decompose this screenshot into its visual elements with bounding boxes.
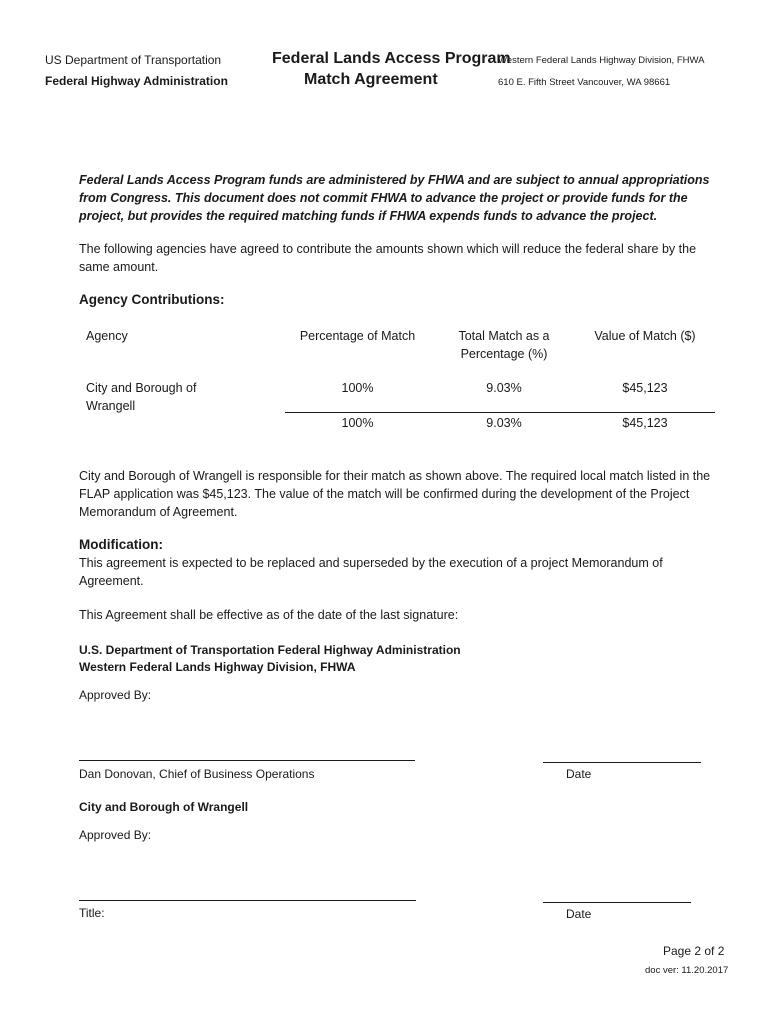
row-total-match-percentage: 9.03% (486, 381, 522, 395)
header-left-line1: US Department of Transportation (45, 53, 222, 67)
city-date-line (543, 902, 691, 903)
header-right-line2: 610 E. Fifth Street Vancouver, WA 98661 (498, 77, 671, 88)
column-header-total-match-percentage: Total Match as a Percentage (%) (458, 329, 550, 361)
document-title-line1: Federal Lands Access Program (272, 50, 511, 67)
total-match-percentage: 9.03% (486, 416, 522, 430)
row-value-of-match: $45,123 (622, 381, 668, 395)
agreement-paragraph: The following agencies have agreed to contribute the amounts shown which will reduce the federal share by the same amount. (79, 242, 697, 274)
fhwa-signatory-line2: Western Federal Lands Highway Division, FHWA (79, 660, 356, 674)
city-signatory-heading: City and Borough of Wrangell (79, 800, 249, 814)
page-number: Page 2 of 2 (663, 944, 725, 958)
fhwa-date-line (543, 762, 701, 763)
total-value-of-match: $45,123 (622, 416, 668, 430)
row-agency-name: City and Borough of Wrangell (86, 381, 197, 413)
modification-paragraph: This agreement is expected to be replaced and superseded by the execution of a project Memorandum of Agreement. (79, 556, 663, 588)
doc-version: doc ver: 11.20.2017 (645, 965, 729, 976)
disclaimer-paragraph: Federal Lands Access Program funds are administered by FHWA and are subject to annual appropriations from Congress. This document does not commit FHWA to advance the project or provide funds for the project, but provides the required matching funds if FHWA expends funds to advance the project. (79, 173, 710, 223)
header-left-line2: Federal Highway Administration (45, 74, 228, 88)
column-header-agency: Agency (86, 329, 128, 343)
column-header-value-of-match: Value of Match ($) (594, 329, 696, 343)
fhwa-signature-line (79, 760, 415, 761)
city-signature-line (79, 900, 416, 901)
column-header-percentage-of-match: Percentage of Match (299, 329, 416, 343)
city-date-label: Date (566, 907, 592, 921)
fhwa-approved-by-label: Approved By: (79, 688, 152, 702)
fhwa-signer-name: Dan Donovan, Chief of Business Operations (79, 767, 315, 781)
city-approved-by-label: Approved By: (79, 828, 152, 842)
fhwa-signatory-line1: U.S. Department of Transportation Federal Highway Administration (79, 643, 461, 657)
row-percentage-of-match: 100% (341, 381, 374, 395)
document-title-line2: Match Agreement (304, 71, 438, 88)
total-percentage-of-match: 100% (341, 416, 374, 430)
responsibility-paragraph: City and Borough of Wrangell is responsible for their match as shown above. The required local match listed in the FLAP application was $45,123. The value of the match will be confirmed during the development of the Project Memorandum of Agreement. (79, 469, 711, 519)
totals-divider (285, 412, 715, 413)
fhwa-date-label: Date (566, 767, 592, 781)
city-signer-title-label: Title: (79, 906, 105, 920)
contributions-heading: Agency Contributions: (79, 292, 225, 307)
modification-heading: Modification: (79, 537, 163, 552)
header-right-line1: Western Federal Lands Highway Division, FHWA (498, 55, 705, 66)
effective-date-statement: This Agreement shall be effective as of the date of the last signature: (79, 608, 459, 622)
